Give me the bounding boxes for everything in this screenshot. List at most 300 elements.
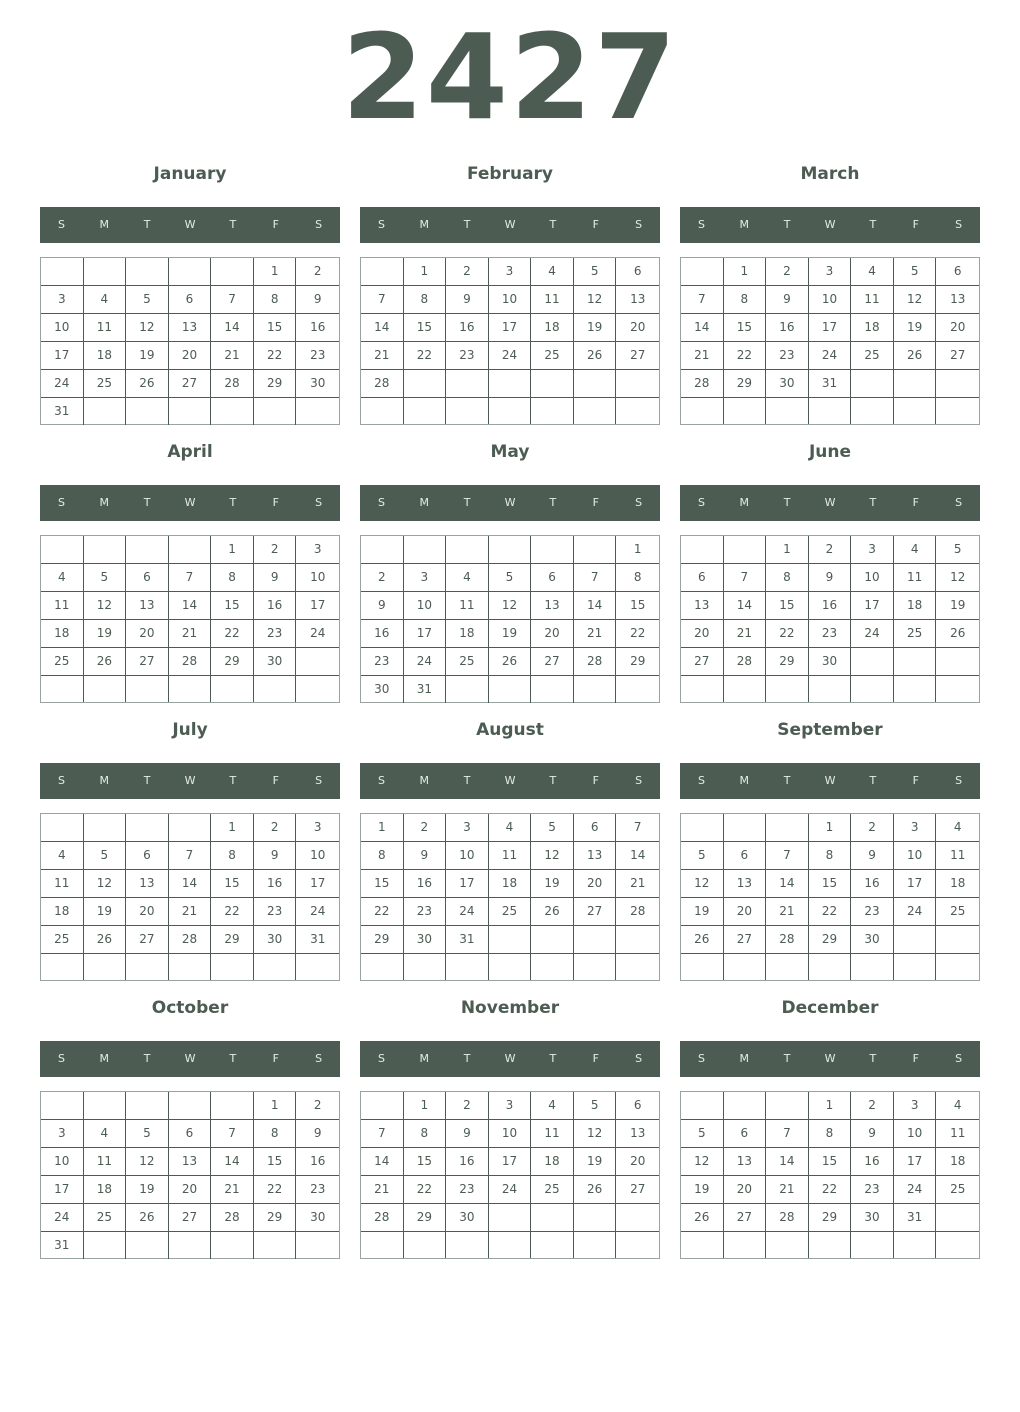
day-cell	[531, 676, 574, 703]
day-cell: 22	[404, 1176, 447, 1204]
day-cell: 17	[296, 870, 339, 898]
day-cell: 29	[724, 370, 767, 398]
day-cell	[361, 1232, 404, 1258]
weekday-label: S	[377, 496, 385, 509]
day-cell: 18	[936, 870, 979, 898]
day-cell: 4	[936, 814, 979, 842]
day-cell	[489, 1204, 532, 1232]
day-cell	[681, 398, 724, 424]
day-cell	[681, 536, 724, 564]
day-cell	[936, 370, 979, 398]
day-cell: 5	[126, 1120, 169, 1148]
day-cell: 27	[169, 370, 212, 398]
day-cell: 15	[254, 1148, 297, 1176]
day-cell: 5	[531, 814, 574, 842]
day-cell	[211, 1092, 254, 1120]
weekday-header	[680, 763, 980, 799]
day-cell: 25	[531, 1176, 574, 1204]
weekday-label: M	[739, 774, 750, 787]
day-cell: 21	[169, 620, 212, 648]
day-cell: 11	[84, 314, 127, 342]
weekday-label: F	[592, 774, 599, 787]
day-cell	[126, 1092, 169, 1120]
day-cell	[681, 676, 724, 702]
day-cell: 23	[254, 620, 297, 648]
day-cell: 19	[681, 1176, 724, 1204]
day-cell: 25	[84, 370, 127, 398]
weekday-label: S	[377, 1052, 385, 1065]
day-cell	[361, 536, 404, 564]
day-cell: 29	[616, 648, 659, 676]
day-cell: 3	[446, 814, 489, 842]
weekday-label: M	[739, 1052, 750, 1065]
day-cell: 2	[766, 258, 809, 286]
day-cell: 30	[446, 1204, 489, 1232]
day-cell: 4	[41, 842, 84, 870]
day-cell	[681, 258, 724, 286]
day-cell: 8	[211, 842, 254, 870]
day-cell	[936, 1204, 979, 1232]
weekday-header	[40, 763, 340, 799]
weekday-label: W	[824, 774, 836, 787]
day-cell: 2	[254, 814, 297, 842]
day-cell: 18	[41, 898, 84, 926]
weekday-header	[40, 207, 340, 243]
day-cell: 27	[126, 648, 169, 676]
month-title: February	[466, 164, 554, 184]
day-cell	[809, 954, 852, 980]
day-cell	[936, 648, 979, 676]
weekday-label: F	[592, 218, 599, 231]
day-cell	[489, 370, 532, 398]
day-cell: 10	[404, 592, 447, 620]
day-cell: 19	[84, 898, 127, 926]
day-cell: 21	[766, 898, 809, 926]
day-cell: 9	[254, 842, 297, 870]
day-cell	[766, 954, 809, 980]
month-title: March	[800, 164, 860, 184]
day-cell: 22	[254, 1176, 297, 1204]
day-cell: 25	[489, 898, 532, 926]
weekday-label: S	[955, 774, 963, 787]
day-cell	[574, 954, 617, 980]
month-title: November	[460, 998, 560, 1018]
day-cell	[211, 676, 254, 702]
day-cell: 15	[404, 1148, 447, 1176]
weekday-label: T	[869, 496, 877, 509]
year-title: 2427	[341, 8, 679, 146]
weekday-label: S	[955, 1052, 963, 1065]
day-cell: 28	[211, 370, 254, 398]
day-cell: 22	[809, 1176, 852, 1204]
day-cell: 16	[766, 314, 809, 342]
weekday-label: T	[229, 496, 237, 509]
day-cell: 10	[41, 1148, 84, 1176]
weekday-label: S	[57, 218, 65, 231]
day-cell	[296, 676, 339, 702]
day-cell: 9	[404, 842, 447, 870]
day-cell	[936, 676, 979, 702]
day-cell	[296, 648, 339, 676]
day-cell: 12	[681, 870, 724, 898]
day-cell: 12	[84, 870, 127, 898]
day-cell	[126, 954, 169, 980]
day-cell: 18	[446, 620, 489, 648]
day-cell: 7	[361, 1120, 404, 1148]
day-cell	[446, 398, 489, 424]
day-cell: 27	[724, 1204, 767, 1232]
day-cell: 1	[616, 536, 659, 564]
day-cell: 20	[616, 314, 659, 342]
day-cell: 31	[41, 1232, 84, 1259]
day-cell: 28	[169, 926, 212, 954]
day-cell: 27	[574, 898, 617, 926]
day-cell: 11	[446, 592, 489, 620]
day-cell: 26	[681, 926, 724, 954]
day-cell: 20	[169, 1176, 212, 1204]
day-cell	[724, 398, 767, 424]
day-cell: 11	[84, 1148, 127, 1176]
day-cell: 24	[296, 620, 339, 648]
day-cell: 25	[936, 1176, 979, 1204]
day-cell: 10	[894, 842, 937, 870]
weekday-label: S	[955, 218, 963, 231]
day-cell: 7	[211, 1120, 254, 1148]
day-cell: 19	[489, 620, 532, 648]
day-cell: 5	[84, 842, 127, 870]
day-cell: 5	[894, 258, 937, 286]
weekday-label: F	[272, 774, 279, 787]
day-cell: 26	[126, 370, 169, 398]
day-cell: 22	[404, 342, 447, 370]
day-cell: 16	[361, 620, 404, 648]
day-cell: 7	[211, 286, 254, 314]
day-cell: 24	[851, 620, 894, 648]
weekday-label: S	[315, 1052, 323, 1065]
day-cell: 4	[41, 564, 84, 592]
day-cell: 23	[766, 342, 809, 370]
day-cell: 9	[446, 286, 489, 314]
day-cell: 29	[404, 1204, 447, 1232]
weekday-label: W	[504, 496, 516, 509]
month-title: December	[781, 998, 879, 1018]
weekday-label: M	[99, 496, 110, 509]
day-cell: 4	[531, 258, 574, 286]
day-cell: 22	[361, 898, 404, 926]
day-cell	[361, 954, 404, 980]
day-cell: 28	[169, 648, 212, 676]
day-cell	[169, 954, 212, 980]
weekday-label: S	[635, 1052, 643, 1065]
day-cell: 29	[254, 1204, 297, 1232]
day-cell: 10	[296, 842, 339, 870]
day-cell	[489, 1232, 532, 1258]
day-cell	[169, 676, 212, 702]
weekday-label: F	[912, 218, 919, 231]
day-cell: 12	[936, 564, 979, 592]
day-cell	[766, 1092, 809, 1120]
day-cell: 18	[851, 314, 894, 342]
day-cell: 8	[404, 286, 447, 314]
day-cell: 28	[766, 1204, 809, 1232]
day-cell: 6	[616, 1092, 659, 1120]
weekday-label: T	[783, 496, 791, 509]
day-cell	[851, 676, 894, 702]
day-cell: 4	[84, 286, 127, 314]
day-cell: 13	[681, 592, 724, 620]
day-cell: 21	[361, 342, 404, 370]
weekday-label: W	[184, 218, 196, 231]
day-cell: 1	[404, 1092, 447, 1120]
day-cell: 18	[531, 1148, 574, 1176]
day-cell: 13	[574, 842, 617, 870]
day-cell: 2	[851, 1092, 894, 1120]
day-cell: 24	[446, 898, 489, 926]
day-cell: 1	[766, 536, 809, 564]
day-cell: 1	[809, 1092, 852, 1120]
weekday-label: S	[315, 218, 323, 231]
day-cell	[531, 926, 574, 954]
day-cell	[41, 814, 84, 842]
day-cell: 2	[296, 258, 339, 286]
day-cell: 10	[894, 1120, 937, 1148]
weekday-header	[360, 1041, 660, 1077]
day-cell: 14	[361, 314, 404, 342]
day-cell: 23	[809, 620, 852, 648]
day-cell: 2	[296, 1092, 339, 1120]
day-cell: 7	[724, 564, 767, 592]
day-cell: 20	[574, 870, 617, 898]
day-cell: 20	[724, 898, 767, 926]
day-cell: 30	[851, 1204, 894, 1232]
day-cell	[446, 536, 489, 564]
day-cell: 4	[84, 1120, 127, 1148]
weekday-label: W	[504, 1052, 516, 1065]
weekday-label: T	[143, 774, 151, 787]
day-cell	[724, 954, 767, 980]
day-cell: 26	[936, 620, 979, 648]
day-cell: 25	[894, 620, 937, 648]
weekday-label: T	[229, 1052, 237, 1065]
day-cell	[894, 1232, 937, 1258]
day-cell: 30	[296, 1204, 339, 1232]
day-cell: 22	[254, 342, 297, 370]
day-cell	[84, 536, 127, 564]
day-cell: 14	[169, 592, 212, 620]
day-cell: 6	[724, 1120, 767, 1148]
day-cell: 11	[41, 592, 84, 620]
day-cell: 12	[489, 592, 532, 620]
day-cell: 6	[574, 814, 617, 842]
day-cell: 15	[361, 870, 404, 898]
day-cell: 9	[296, 1120, 339, 1148]
day-cell: 8	[616, 564, 659, 592]
weekday-label: F	[912, 1052, 919, 1065]
day-cell: 2	[361, 564, 404, 592]
day-cell	[254, 954, 297, 980]
day-cell: 21	[169, 898, 212, 926]
day-cell: 29	[766, 648, 809, 676]
weekday-label: M	[419, 774, 430, 787]
day-cell	[574, 398, 617, 424]
day-cell	[724, 536, 767, 564]
day-cell: 26	[894, 342, 937, 370]
month-title: April	[167, 442, 213, 462]
month-title: August	[476, 720, 544, 740]
day-cell: 7	[681, 286, 724, 314]
day-cell: 2	[446, 1092, 489, 1120]
day-cell: 2	[446, 258, 489, 286]
day-cell: 14	[766, 870, 809, 898]
day-cell: 15	[404, 314, 447, 342]
weekday-label: F	[912, 496, 919, 509]
day-cell: 15	[211, 870, 254, 898]
weekday-label: T	[869, 218, 877, 231]
day-grid	[360, 535, 660, 703]
day-cell	[894, 370, 937, 398]
day-cell: 25	[531, 342, 574, 370]
day-cell	[681, 954, 724, 980]
day-cell: 18	[41, 620, 84, 648]
weekday-label: F	[272, 1052, 279, 1065]
day-cell	[126, 536, 169, 564]
day-cell: 3	[41, 286, 84, 314]
day-cell: 18	[84, 342, 127, 370]
day-cell: 5	[681, 842, 724, 870]
day-cell: 14	[574, 592, 617, 620]
day-cell: 5	[681, 1120, 724, 1148]
day-cell: 13	[169, 1148, 212, 1176]
day-cell: 13	[616, 1120, 659, 1148]
day-cell: 26	[681, 1204, 724, 1232]
day-cell: 27	[724, 926, 767, 954]
day-cell	[84, 954, 127, 980]
day-cell: 17	[446, 870, 489, 898]
day-cell: 14	[211, 314, 254, 342]
day-cell	[531, 536, 574, 564]
day-cell	[84, 814, 127, 842]
weekday-label: S	[315, 496, 323, 509]
day-cell: 29	[211, 648, 254, 676]
day-cell: 16	[404, 870, 447, 898]
day-cell: 17	[41, 1176, 84, 1204]
weekday-label: T	[143, 1052, 151, 1065]
day-cell: 9	[809, 564, 852, 592]
weekday-label: W	[504, 774, 516, 787]
day-cell: 30	[254, 648, 297, 676]
day-cell	[296, 398, 339, 425]
day-cell: 11	[531, 286, 574, 314]
day-cell: 8	[766, 564, 809, 592]
day-cell	[211, 954, 254, 980]
day-cell: 3	[894, 814, 937, 842]
day-cell: 1	[254, 258, 297, 286]
day-cell	[126, 676, 169, 702]
day-cell: 25	[851, 342, 894, 370]
day-cell: 13	[531, 592, 574, 620]
day-cell: 27	[531, 648, 574, 676]
month-title: October	[151, 998, 229, 1018]
day-cell	[894, 926, 937, 954]
day-grid	[360, 1091, 660, 1259]
day-cell: 29	[361, 926, 404, 954]
day-cell: 21	[681, 342, 724, 370]
day-cell: 3	[809, 258, 852, 286]
day-cell	[616, 370, 659, 398]
day-cell: 17	[489, 314, 532, 342]
weekday-label: T	[463, 774, 471, 787]
weekday-label: S	[635, 218, 643, 231]
month-title: September	[777, 720, 883, 740]
day-cell: 24	[894, 898, 937, 926]
day-cell: 28	[211, 1204, 254, 1232]
day-cell: 6	[126, 564, 169, 592]
day-cell: 12	[681, 1148, 724, 1176]
weekday-label: S	[377, 218, 385, 231]
day-cell: 10	[489, 286, 532, 314]
weekday-label: M	[99, 1052, 110, 1065]
day-cell: 14	[681, 314, 724, 342]
day-cell: 7	[361, 286, 404, 314]
day-cell: 23	[446, 342, 489, 370]
day-cell	[616, 1232, 659, 1258]
day-cell: 12	[531, 842, 574, 870]
day-cell: 18	[489, 870, 532, 898]
day-cell	[531, 1204, 574, 1232]
day-cell: 21	[361, 1176, 404, 1204]
day-cell: 5	[84, 564, 127, 592]
day-cell: 5	[489, 564, 532, 592]
day-cell: 29	[809, 926, 852, 954]
day-cell: 25	[936, 898, 979, 926]
day-cell: 6	[531, 564, 574, 592]
day-cell: 20	[724, 1176, 767, 1204]
weekday-label: F	[592, 1052, 599, 1065]
day-cell	[41, 954, 84, 980]
weekday-label: W	[504, 218, 516, 231]
weekday-header	[40, 485, 340, 521]
day-cell: 28	[361, 370, 404, 398]
day-cell	[809, 676, 852, 702]
day-cell	[766, 1232, 809, 1258]
weekday-label: T	[463, 1052, 471, 1065]
day-cell	[574, 676, 617, 703]
day-cell	[894, 676, 937, 702]
day-cell: 7	[766, 1120, 809, 1148]
day-cell: 30	[361, 676, 404, 703]
weekday-label: W	[824, 1052, 836, 1065]
weekday-label: T	[783, 218, 791, 231]
day-cell	[681, 1232, 724, 1258]
day-cell: 10	[296, 564, 339, 592]
weekday-label: F	[272, 218, 279, 231]
day-cell: 19	[681, 898, 724, 926]
weekday-label: M	[99, 774, 110, 787]
day-cell: 31	[404, 676, 447, 703]
day-cell: 8	[724, 286, 767, 314]
day-cell: 11	[894, 564, 937, 592]
weekday-header	[360, 763, 660, 799]
day-cell	[936, 926, 979, 954]
day-cell	[681, 1092, 724, 1120]
day-cell: 1	[809, 814, 852, 842]
day-cell	[211, 1232, 254, 1259]
day-cell: 5	[126, 286, 169, 314]
day-cell: 20	[126, 620, 169, 648]
day-cell: 24	[894, 1176, 937, 1204]
day-cell: 10	[41, 314, 84, 342]
day-cell: 4	[531, 1092, 574, 1120]
